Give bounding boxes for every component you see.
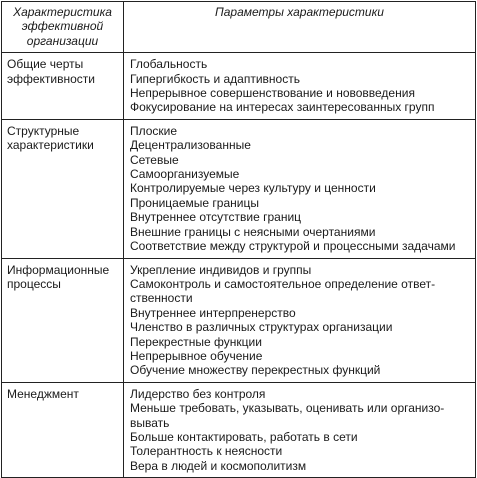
list-item: Укрепление индивидов и группы [130, 262, 312, 277]
list-item: Плоские [130, 123, 178, 138]
list-item: Самоорганизуемые [130, 167, 240, 182]
list-item: Членство в различных структурах организации [130, 320, 393, 335]
row-items [124, 258, 476, 382]
list-item: Самоконтроль и самостоятельное определение ответ- ственности [130, 276, 436, 306]
header-characteristic-label: Характеристика эффективной организации [13, 5, 112, 48]
row-items [124, 53, 476, 120]
header-parameters [124, 2, 476, 53]
table-row-general [2, 53, 476, 120]
table-row-structural [2, 119, 476, 258]
header-characteristic [2, 2, 124, 53]
list-item: Контролируемые через культуру и ценности [130, 181, 376, 196]
list-item: Обучение множеству перекрестных функций [130, 363, 381, 378]
list-item: Глобальность [130, 57, 208, 72]
row-items [124, 382, 476, 477]
header-parameters-label: Параметры характеристики [215, 5, 384, 19]
list-item: Гипергибкость и адаптивность [130, 71, 300, 86]
list-item: Непрерывное совершенствование и нововведения [130, 86, 415, 101]
list-item: Проницаемые границы [130, 195, 259, 210]
list-item: Децентрализованные [130, 138, 251, 153]
row-category: Общие черты эффективности [2, 53, 124, 120]
row-items [124, 119, 476, 258]
list-item: Меньше требовать, указывать, оценивать или организо- вывать [130, 401, 445, 430]
table-header-row [2, 2, 476, 53]
row-category: Менеджмент [2, 382, 124, 477]
row-category: Структурные характеристики [2, 119, 124, 258]
table-row-management [2, 382, 476, 477]
list-item: Внутреннее отсутствие границ [130, 210, 302, 225]
list-item: Внутреннее интерпренерство [130, 305, 296, 320]
list-item: Соответствие между структурой и процессными задачами [130, 239, 456, 254]
list-item: Внешние границы с неясными очертаниями [130, 224, 376, 239]
list-item: Непрерывное обучение [130, 348, 263, 363]
list-item: Сетевые [130, 152, 179, 167]
list-item: Перекрестные функции [130, 334, 262, 349]
list-item: Толерантность к неясности [130, 444, 283, 459]
characteristics-table [1, 1, 476, 478]
list-item: Вера в людей и космополитизм [130, 458, 307, 473]
list-item: Лидерство без контроля [130, 386, 266, 401]
list-item: Фокусирование на интересах заинтересованных групп [130, 100, 435, 115]
list-item: Больше контактировать, работать в сети [130, 429, 358, 444]
row-category: Информационные процессы [2, 258, 124, 382]
table-row-information [2, 258, 476, 382]
